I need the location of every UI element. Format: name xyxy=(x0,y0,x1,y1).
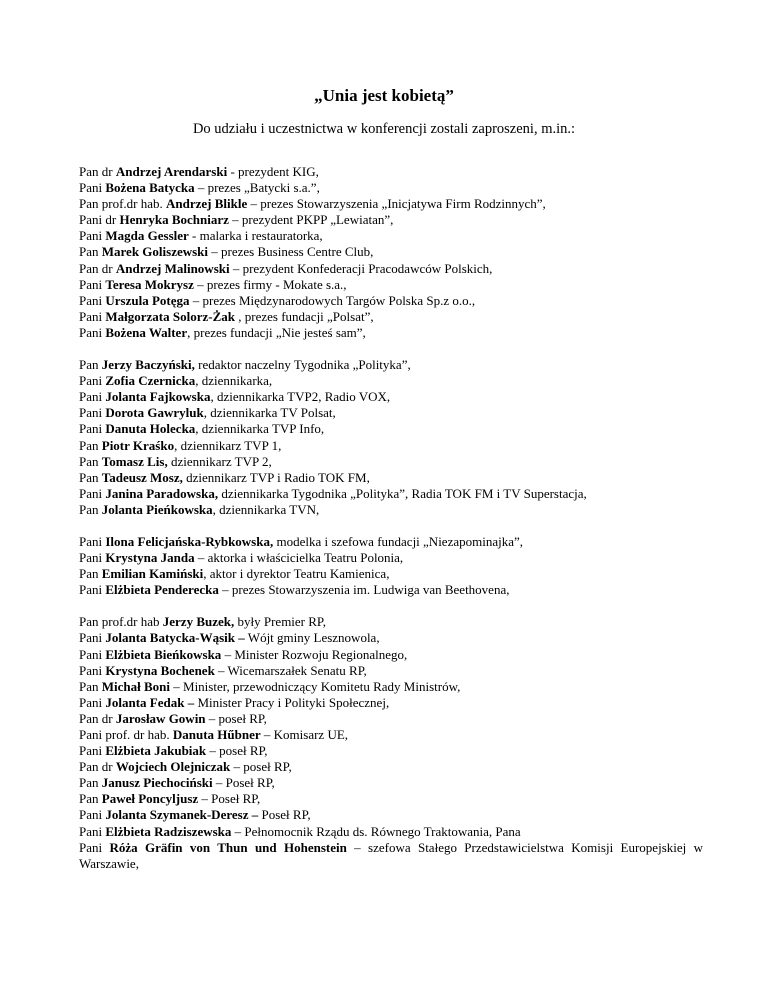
invitee-prefix: Pani prof. dr hab. xyxy=(79,727,173,742)
invitee-name: Elżbieta Jakubiak xyxy=(105,743,207,759)
invitee-line xyxy=(79,711,703,727)
invitee-name: Elżbieta Radziszewska xyxy=(105,823,232,839)
invitee-line xyxy=(79,486,703,502)
invitee-role: , dziennikarka TV Polsat, xyxy=(203,405,336,421)
invitee-role: – Minister Rozwoju Regionalnego, xyxy=(221,646,408,662)
invitee-role: – poseł RP, xyxy=(206,743,268,759)
invitee-prefix: Pan dr xyxy=(79,710,116,726)
invitee-role: Poseł RP, xyxy=(258,807,311,823)
invitee-role: Minister Pracy i Polityki Społecznej, xyxy=(194,694,390,710)
invitee-name: Jolanta Pieńkowska xyxy=(101,501,213,517)
invitee-line xyxy=(79,212,703,228)
invitee-name: Róża Gräfin von Thun und Hohenstein xyxy=(109,839,347,855)
invitee-prefix: Pani xyxy=(79,743,106,759)
invitee-line xyxy=(79,405,703,421)
invitee-name: Zofia Czernicka xyxy=(105,373,196,389)
invitee-line xyxy=(79,389,703,405)
invitee-role: modelka i szefowa fundacji „Niezapominajka”, xyxy=(273,533,524,549)
invitee-role: – prezes Business Centre Club, xyxy=(208,244,374,260)
invitee-name: Henryka Bochniarz xyxy=(119,212,229,228)
invitee-line xyxy=(79,775,703,791)
invitee-role: redaktor naczelny Tygodnika „Polityka”, xyxy=(194,357,411,373)
invitee-line xyxy=(79,840,703,872)
invitee-name: Magda Gessler xyxy=(105,228,189,244)
invitee-name: Michał Boni xyxy=(101,678,171,694)
invitee-name: Danuta Hűbner xyxy=(172,727,261,742)
document-title: „Unia jest kobietą” xyxy=(314,86,454,105)
invitee-prefix: Pan xyxy=(79,791,102,807)
invitee-name: Jolanta Batycka-Wąsik – xyxy=(105,630,245,646)
invitee-name: Piotr Kraśko xyxy=(101,437,175,453)
invitee-role: – Pełnomocnik Rządu ds. Równego Traktowania, Pana xyxy=(231,823,521,839)
invitee-name: Urszula Potęga xyxy=(105,292,190,308)
invitee-prefix: Pan xyxy=(79,244,102,260)
invitee-prefix: Pani xyxy=(79,533,106,549)
invitee-role: , prezes fundacji „Polsat”, xyxy=(235,308,374,324)
invitee-prefix: Pani xyxy=(79,324,106,340)
invitee-name: Janusz Piechociński xyxy=(101,775,213,791)
invitee-prefix: Pani xyxy=(79,582,106,598)
invitee-prefix: Pan dr xyxy=(79,759,116,775)
invitee-role: , dziennikarka, xyxy=(195,373,273,389)
invitee-prefix: Pani xyxy=(79,694,106,710)
invitee-line xyxy=(79,502,703,518)
invitee-line xyxy=(79,534,703,550)
invitee-name: Jolanta Fajkowska xyxy=(105,389,211,405)
invitee-prefix: Pan xyxy=(79,775,102,791)
invitee-prefix: Pan dr xyxy=(79,260,116,276)
invitee-role: , dziennikarka TVP2, Radio VOX, xyxy=(210,389,391,405)
invitee-prefix: Pani xyxy=(79,421,106,437)
invitee-name: Jerzy Baczyński, xyxy=(101,357,195,373)
invitee-line xyxy=(79,614,703,630)
invitee-prefix: Pan xyxy=(79,437,102,453)
invitee-line xyxy=(79,791,703,807)
invitee-name: Jarosław Gowin xyxy=(115,710,206,726)
invitee-role: – Wicemarszałek Senatu RP, xyxy=(214,662,367,678)
invitee-line xyxy=(79,357,703,373)
invitee-name: Elżbieta Penderecka xyxy=(105,582,219,598)
invitee-name: Ilona Felicjańska-Rybkowska, xyxy=(105,533,274,549)
invitee-role: dziennikarz TVP 2, xyxy=(167,453,272,469)
invitee-role: dziennikarka Tygodnika „Polityka”, Radia TOK FM i TV Superstacja, xyxy=(218,485,587,501)
invitee-line xyxy=(79,438,703,454)
invitee-prefix: Pan xyxy=(79,469,102,485)
invitee-role: – aktorka i właścicielka Teatru Polonia, xyxy=(194,550,404,566)
invitee-line xyxy=(79,695,703,711)
invitee-role: – prezes „Batycki s.a.”, xyxy=(194,180,320,196)
invitee-line xyxy=(79,421,703,437)
invitee-name: Jolanta Szymanek-Deresz – xyxy=(105,807,259,823)
invitee-role: – Poseł RP, xyxy=(198,791,261,807)
invitee-line xyxy=(79,309,703,325)
invitee-prefix: Pani xyxy=(79,550,106,566)
invitee-line xyxy=(79,373,703,389)
invitee-prefix: Pani xyxy=(79,646,106,662)
invitee-line xyxy=(79,647,703,663)
invitee-name: Paweł Poncyljusz xyxy=(101,791,199,807)
invitee-prefix: Pan xyxy=(79,566,102,582)
invitee-name: Andrzej Malinowski xyxy=(115,260,230,276)
invitee-line xyxy=(79,196,703,212)
invitee-role: – prezes Stowarzyszenia „Inicjatywa Firm Rodzinnych”, xyxy=(247,196,546,212)
invitee-name: Emilian Kamiński xyxy=(101,566,204,582)
invitee-role: Wójt gminy Lesznowola, xyxy=(244,630,380,646)
document-subtitle: Do udziału i uczestnictwa w konferencji zostali zaproszeni, m.in.: xyxy=(192,121,576,137)
invitee-line xyxy=(79,277,703,293)
invitee-prefix: Pani xyxy=(79,823,106,839)
invitee-role: – prezes firmy - Mokate s.a., xyxy=(193,276,347,292)
invitee-name: Małgorzata Solorz-Żak xyxy=(105,308,235,324)
invitee-line xyxy=(79,325,703,341)
invitee-role: – poseł RP, xyxy=(230,759,292,775)
invitee-group xyxy=(79,164,703,341)
invitee-name: Marek Goliszewski xyxy=(101,244,209,260)
invitee-line xyxy=(79,807,703,823)
invitee-name: Tomasz Lis, xyxy=(101,453,168,469)
invitee-prefix: Pan dr xyxy=(79,164,116,179)
invitee-name: Andrzej Arendarski xyxy=(115,164,228,179)
invitee-line xyxy=(79,824,703,840)
invitee-name: Elżbieta Bieńkowska xyxy=(105,646,222,662)
invitee-role: dziennikarz TVP i Radio TOK FM, xyxy=(182,469,370,485)
invitee-role: – Minister, przewodniczący Komitetu Rady Ministrów, xyxy=(170,678,461,694)
invitee-line xyxy=(79,293,703,309)
invitee-line xyxy=(79,743,703,759)
invitee-line xyxy=(79,550,703,566)
invitee-prefix: Pan xyxy=(79,501,102,517)
invitee-role: , dziennikarka TVN, xyxy=(212,501,320,517)
invitee-prefix: Pan xyxy=(79,357,102,373)
invitee-name: Krystyna Janda xyxy=(105,550,195,566)
invitee-role: , aktor i dyrektor Teatru Kamienica, xyxy=(203,566,390,582)
invitee-prefix: Pani xyxy=(79,276,106,292)
invitee-role: – prezydent PKPP „Lewiatan”, xyxy=(228,212,394,228)
invitee-name: Bożena Batycka xyxy=(105,180,195,196)
invitee-prefix: Pani xyxy=(79,373,106,389)
invitee-line xyxy=(79,663,703,679)
invitee-role: – prezes Międzynarodowych Targów Polska Sp.z o.o., xyxy=(189,292,476,308)
invitee-line xyxy=(79,470,703,486)
invitee-prefix: Pani xyxy=(79,839,110,855)
invitee-name: Danuta Holecka xyxy=(105,421,196,437)
invitee-name: Teresa Mokrysz xyxy=(105,276,194,292)
invitee-name: Bożena Walter xyxy=(105,324,188,340)
invitee-prefix: Pani xyxy=(79,662,106,678)
invitee-line xyxy=(79,630,703,646)
invitee-role: – prezes Stowarzyszenia im. Ludwiga van Beethovena, xyxy=(218,582,510,598)
invitee-line xyxy=(79,679,703,695)
invitee-prefix: Pani xyxy=(79,389,106,405)
invitee-name: Jolanta Fedak – xyxy=(105,694,195,710)
invitee-role: - prezydent KIG, xyxy=(227,164,319,179)
invitee-prefix: Pani xyxy=(79,630,106,646)
invitee-line xyxy=(79,164,703,180)
invitee-role: – Komisarz UE, xyxy=(260,727,349,742)
invitee-line xyxy=(79,566,703,582)
invitee-name: Jerzy Buzek, xyxy=(162,614,235,630)
invitee-name: Janina Paradowska, xyxy=(105,485,219,501)
invitee-line xyxy=(79,727,703,743)
invitee-prefix: Pani dr xyxy=(79,212,120,228)
invitee-role: – poseł RP, xyxy=(205,710,267,726)
invitee-name: Dorota Gawryluk xyxy=(105,405,204,421)
invitee-prefix: Pan prof.dr hab. xyxy=(79,196,167,212)
invitee-line xyxy=(79,244,703,260)
invitee-group xyxy=(79,614,703,872)
invitee-prefix: Pan xyxy=(79,453,102,469)
invitee-role: , dziennikarka TVP Info, xyxy=(195,421,325,437)
invitee-role: – szefowa Stałego Przedstawicielstwa Komisji Europejskiej w Warszawie, xyxy=(79,839,703,871)
invitee-name: Krystyna Bochenek xyxy=(105,662,215,678)
invitee-prefix: Pani xyxy=(79,485,106,501)
invitee-role: , prezes fundacji „Nie jesteś sam”, xyxy=(187,324,366,340)
invitee-list xyxy=(79,164,703,888)
invitee-role: – Poseł RP, xyxy=(212,775,275,791)
invitee-name: Wojciech Olejniczak xyxy=(115,759,231,775)
invitee-line xyxy=(79,759,703,775)
invitee-prefix: Pani xyxy=(79,228,106,244)
invitee-role: - malarka i restauratorka, xyxy=(188,228,323,244)
invitee-prefix: Pani xyxy=(79,405,106,421)
invitee-line xyxy=(79,582,703,598)
invitee-group xyxy=(79,534,703,598)
invitee-role: – prezydent Konfederacji Pracodawców Polskich, xyxy=(229,260,493,276)
invitee-name: Tadeusz Mosz, xyxy=(101,469,183,485)
invitee-line xyxy=(79,261,703,277)
invitee-prefix: Pan prof.dr hab xyxy=(79,614,163,630)
invitee-line xyxy=(79,180,703,196)
invitee-line xyxy=(79,454,703,470)
invitee-role: , dziennikarz TVP 1, xyxy=(174,437,282,453)
invitee-role: były Premier RP, xyxy=(234,614,326,630)
invitee-prefix: Pan xyxy=(79,678,102,694)
invitee-prefix: Pani xyxy=(79,180,106,196)
invitee-name: Andrzej Blikle xyxy=(166,196,248,212)
invitee-prefix: Pani xyxy=(79,807,106,823)
invitee-line xyxy=(79,228,703,244)
invitee-prefix: Pani xyxy=(79,308,106,324)
invitee-group xyxy=(79,357,703,518)
invitee-prefix: Pani xyxy=(79,292,106,308)
